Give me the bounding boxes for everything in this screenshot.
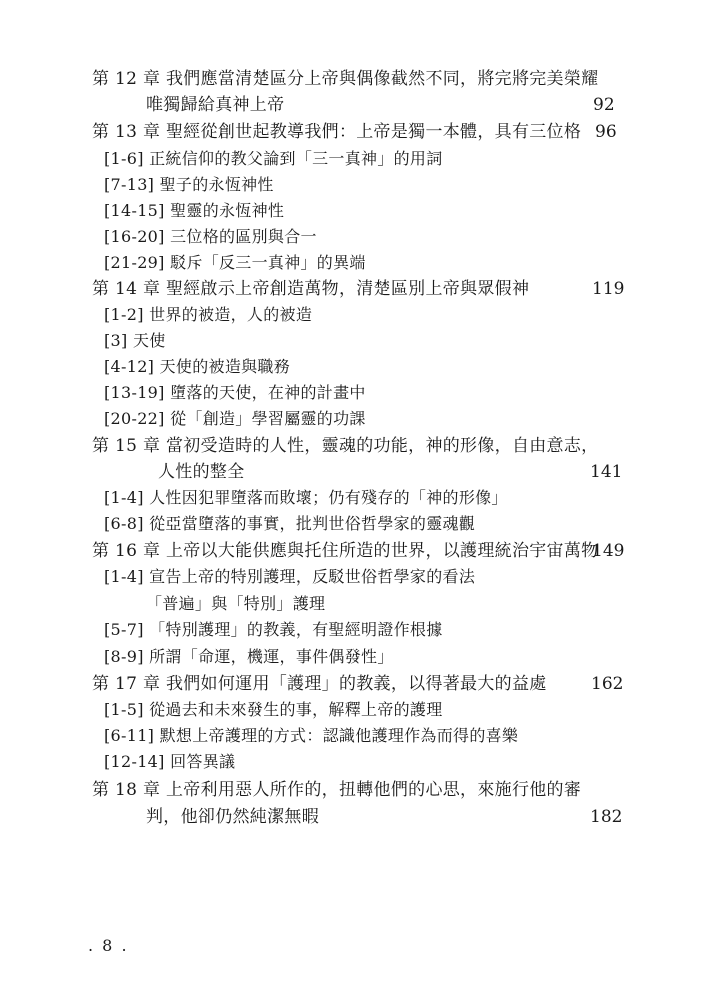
ch13-page: 96 xyxy=(595,122,617,142)
ch15-page: 141 xyxy=(590,462,623,482)
ch14-page: 119 xyxy=(592,279,625,299)
ch14-section: [3] 天使 xyxy=(104,331,166,350)
ch17-page: 162 xyxy=(591,674,624,694)
ch18-page: 182 xyxy=(590,807,623,827)
ch13-section: [14-15] 聖靈的永恆神性 xyxy=(104,201,285,220)
page-number: . 8 . xyxy=(88,936,129,955)
ch18-title: 第 18 章 上帝利用惡人所作的，扭轉他們的心思，來施行他的審 xyxy=(92,780,582,800)
ch16-section-cont: 「普遍」與「特別」護理 xyxy=(146,594,326,613)
ch16-section: [8-9] 所謂「命運，機運，事件偶發性」 xyxy=(104,647,394,666)
ch15-title-cont: 人性的整全 xyxy=(158,462,245,482)
ch12-title: 第 12 章 我們應當清楚區分上帝與偶像截然不同，將完將完美榮耀 xyxy=(92,69,599,89)
ch17-section: [1-5] 從過去和未來發生的事，解釋上帝的護理 xyxy=(104,700,443,719)
ch15-section: [1-4] 人性因犯罪墮落而敗壞；仍有殘存的「神的形像」 xyxy=(104,488,508,507)
ch17-section: [6-11] 默想上帝護理的方式：認識他護理作為而得的喜樂 xyxy=(104,726,519,745)
ch13-title: 第 13 章 聖經從創世起教導我們：上帝是獨一本體，具有三位格 xyxy=(92,122,582,142)
ch16-title: 第 16 章 上帝以大能供應與托住所造的世界，以護理統治宇宙萬物 xyxy=(92,541,599,561)
ch16-section: [5-7] 「特別護理」的教義，有聖經明證作根據 xyxy=(104,620,443,639)
ch16-page: 149 xyxy=(592,541,625,561)
ch12-page: 92 xyxy=(593,95,615,115)
ch13-section: [1-6] 正統信仰的教父論到「三一真神」的用詞 xyxy=(104,149,443,168)
ch12-title-cont: 唯獨歸給真神上帝 xyxy=(146,95,285,115)
ch13-section: [16-20] 三位格的區別與合一 xyxy=(104,227,317,246)
ch15-section: [6-8] 從亞當墮落的事實，批判世俗哲學家的靈魂觀 xyxy=(104,514,476,533)
ch13-section: [7-13] 聖子的永恆神性 xyxy=(104,175,274,194)
ch15-title: 第 15 章 當初受造時的人性，靈魂的功能，神的形像，自由意志， xyxy=(92,436,599,456)
ch17-section: [12-14] 回答異議 xyxy=(104,752,236,771)
ch14-section: [13-19] 墮落的天使，在神的計畫中 xyxy=(104,383,366,402)
ch14-section: [20-22] 從「創造」學習屬靈的功課 xyxy=(104,409,366,428)
ch14-section: [4-12] 天使的被造與職務 xyxy=(104,357,291,376)
ch17-title: 第 17 章 我們如何運用「護理」的教義，以得著最大的益處 xyxy=(92,674,547,694)
ch14-title: 第 14 章 聖經啟示上帝創造萬物，清楚區別上帝與眾假神 xyxy=(92,279,530,299)
ch14-section: [1-2] 世界的被造，人的被造 xyxy=(104,305,313,324)
ch16-section: [1-4] 宣告上帝的特別護理，反駁世俗哲學家的看法 xyxy=(104,567,476,586)
ch13-section: [21-29] 駁斥「反三一真神」的異端 xyxy=(104,253,366,272)
ch18-title-cont: 判，他卻仍然純潔無暇 xyxy=(146,807,319,827)
